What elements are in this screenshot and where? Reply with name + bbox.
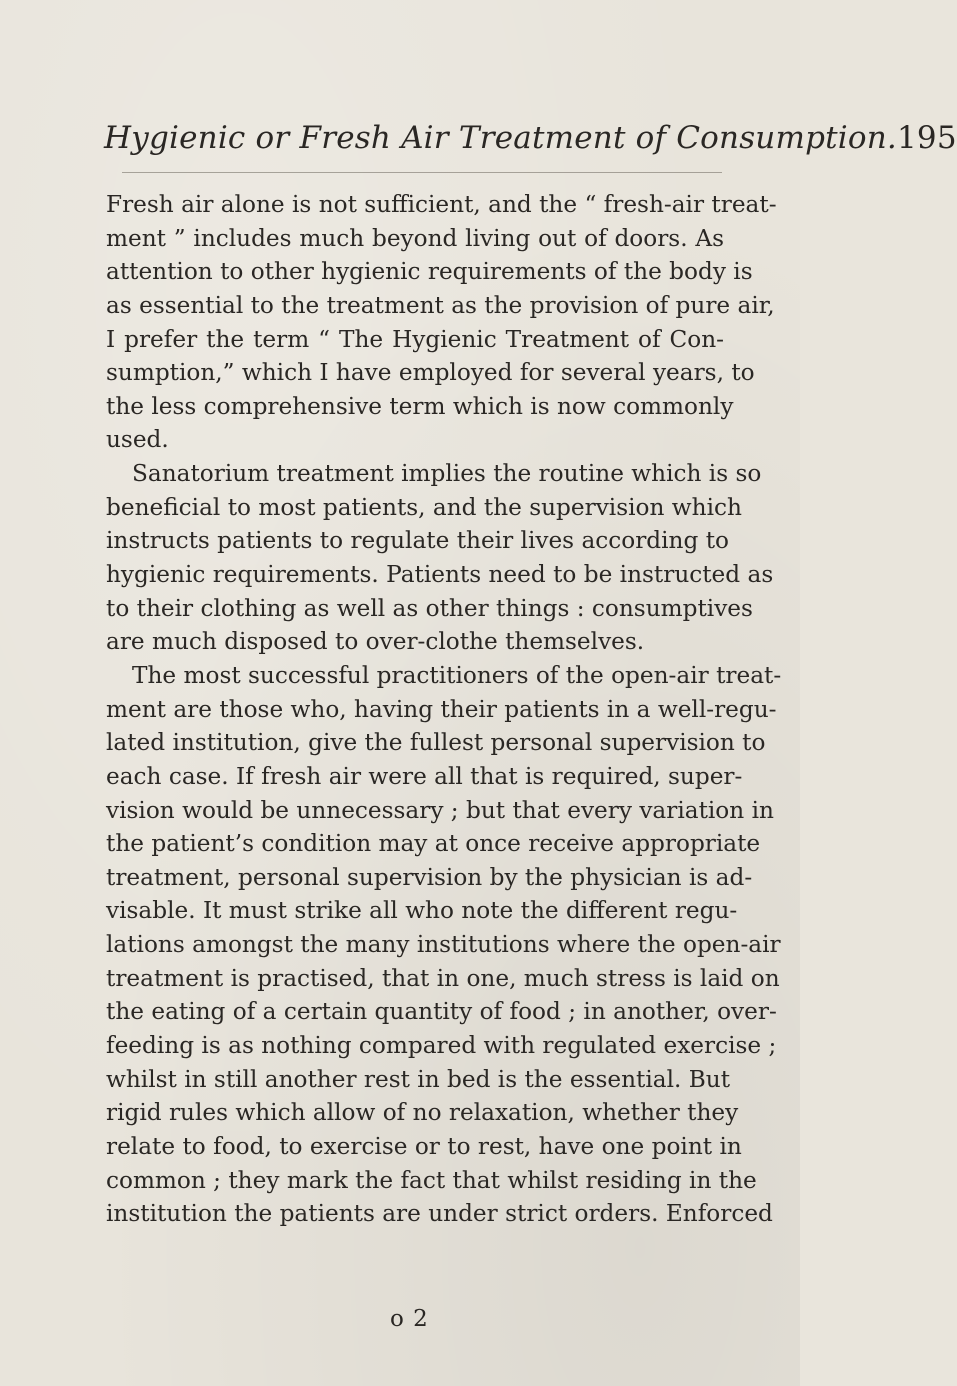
text-line: vision would be unnecessary ; but that every variation in bbox=[106, 796, 774, 824]
text-line: ment ” includes much beyond living out of doors. As bbox=[106, 224, 724, 252]
text-line: used. bbox=[106, 426, 169, 454]
running-head bbox=[104, 120, 957, 164]
text-line: the eating of a certain quantity of food ; in another, over- bbox=[106, 998, 777, 1026]
text-line: treatment is practised, that in one, much stress is laid on bbox=[106, 964, 780, 992]
text-line: common ; they mark the fact that whilst residing in the bbox=[106, 1166, 757, 1194]
text-line: to their clothing as well as other things : consumptives bbox=[106, 594, 753, 622]
text-line: visable. It must strike all who note the different regu- bbox=[106, 897, 738, 925]
signature-mark: o 2 bbox=[390, 1306, 429, 1332]
text-line: The most successful practitioners of the open-air treat- bbox=[132, 661, 782, 689]
text-line: institution the patients are under strict orders. Enforced bbox=[106, 1200, 773, 1228]
text-line: the patient’s condition may at once receive appropriate bbox=[106, 830, 761, 858]
text-line: feeding is as nothing compared with regulated exercise ; bbox=[106, 1032, 777, 1060]
text-line: sumption,” which I have employed for several years, to bbox=[106, 359, 755, 387]
text-line: Sanatorium treatment implies the routine which is so bbox=[132, 460, 762, 488]
text-line: I prefer the term “ The Hygienic Treatment of Con- bbox=[106, 325, 724, 353]
text-line: each case. If fresh air were all that is required, super- bbox=[106, 762, 743, 790]
text-line: are much disposed to over-clothe themselves. bbox=[106, 628, 645, 656]
text-line: lated institution, give the fullest personal supervision to bbox=[106, 729, 766, 757]
text-line: ment are those who, having their patients in a well-regu- bbox=[106, 695, 777, 723]
text-line: attention to other hygienic requirements of the body is bbox=[106, 258, 753, 286]
text-line: instructs patients to regulate their lives according to bbox=[106, 527, 729, 555]
page-number: 195 bbox=[896, 120, 957, 156]
text-line: whilst in still another rest in bed is the essential. But bbox=[106, 1065, 731, 1093]
text-line: as essential to the treatment as the provision of pure air, bbox=[106, 291, 775, 319]
chapter-title: Hygienic or Fresh Air Treatment of Consumption. bbox=[104, 120, 897, 156]
text-line: beneficial to most patients, and the supervision which bbox=[106, 493, 742, 521]
text-line: hygienic requirements. Patients need to be instructed as bbox=[106, 561, 774, 589]
text-line: rigid rules which allow of no relaxation, whether they bbox=[106, 1099, 739, 1127]
text-line: the less comprehensive term which is now commonly bbox=[106, 392, 734, 420]
text-line: lations amongst the many institutions where the open-air bbox=[106, 931, 781, 959]
header-rule bbox=[122, 172, 722, 173]
text-line: relate to food, to exercise or to rest, have one point in bbox=[106, 1132, 742, 1160]
text-line: Fresh air alone is not sufficient, and the “ fresh-air treat- bbox=[106, 191, 777, 218]
body-text bbox=[106, 188, 782, 1231]
text-line: treatment, personal supervision by the physician is ad- bbox=[106, 863, 753, 891]
